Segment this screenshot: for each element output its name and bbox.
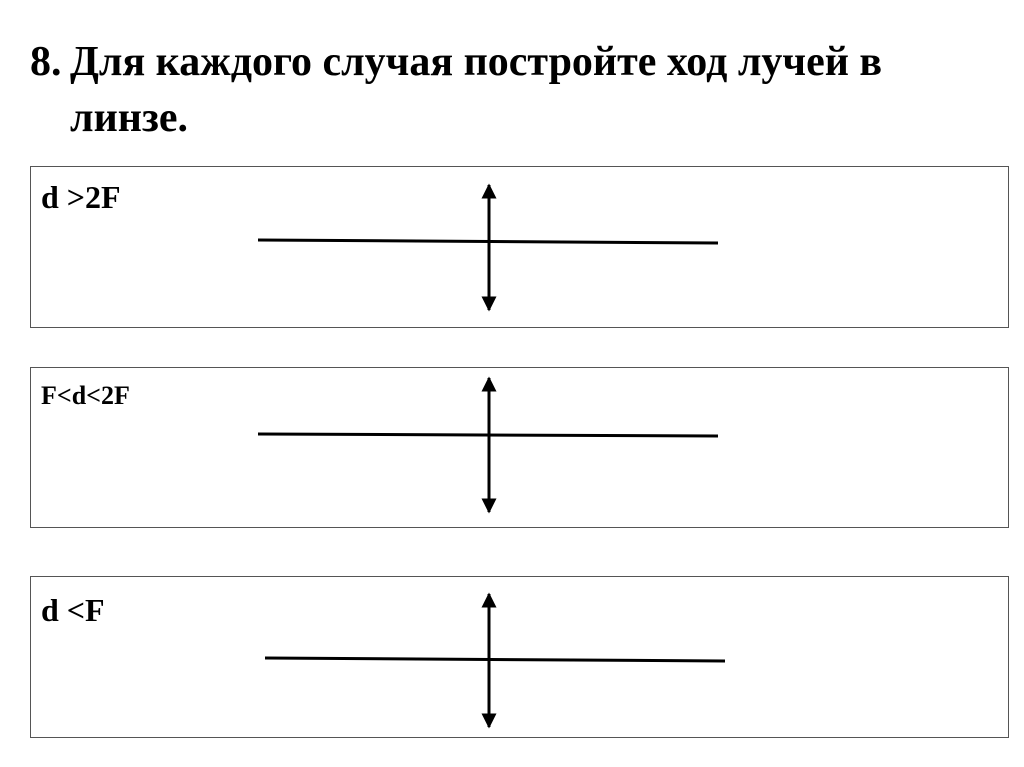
task-number: 8. [30,39,62,85]
case-panel-d-greater-2f [30,166,1009,328]
lens-diagram [31,368,1010,529]
case-label: d <F [41,592,105,628]
case-label: d >2F [41,179,121,215]
lens-diagram [31,577,1010,739]
task-text-line1: Для каждого случая постройте ход лучей в [70,39,883,85]
lens-diagram [31,167,1010,329]
task-text-line2: линзе. [70,95,188,141]
case-panel-d-less-f [30,576,1009,738]
optical-axis [265,658,725,661]
case-panel-d-between-f-2f [30,367,1009,528]
case-label: F<d<2F [41,381,130,410]
task-heading [30,34,990,146]
